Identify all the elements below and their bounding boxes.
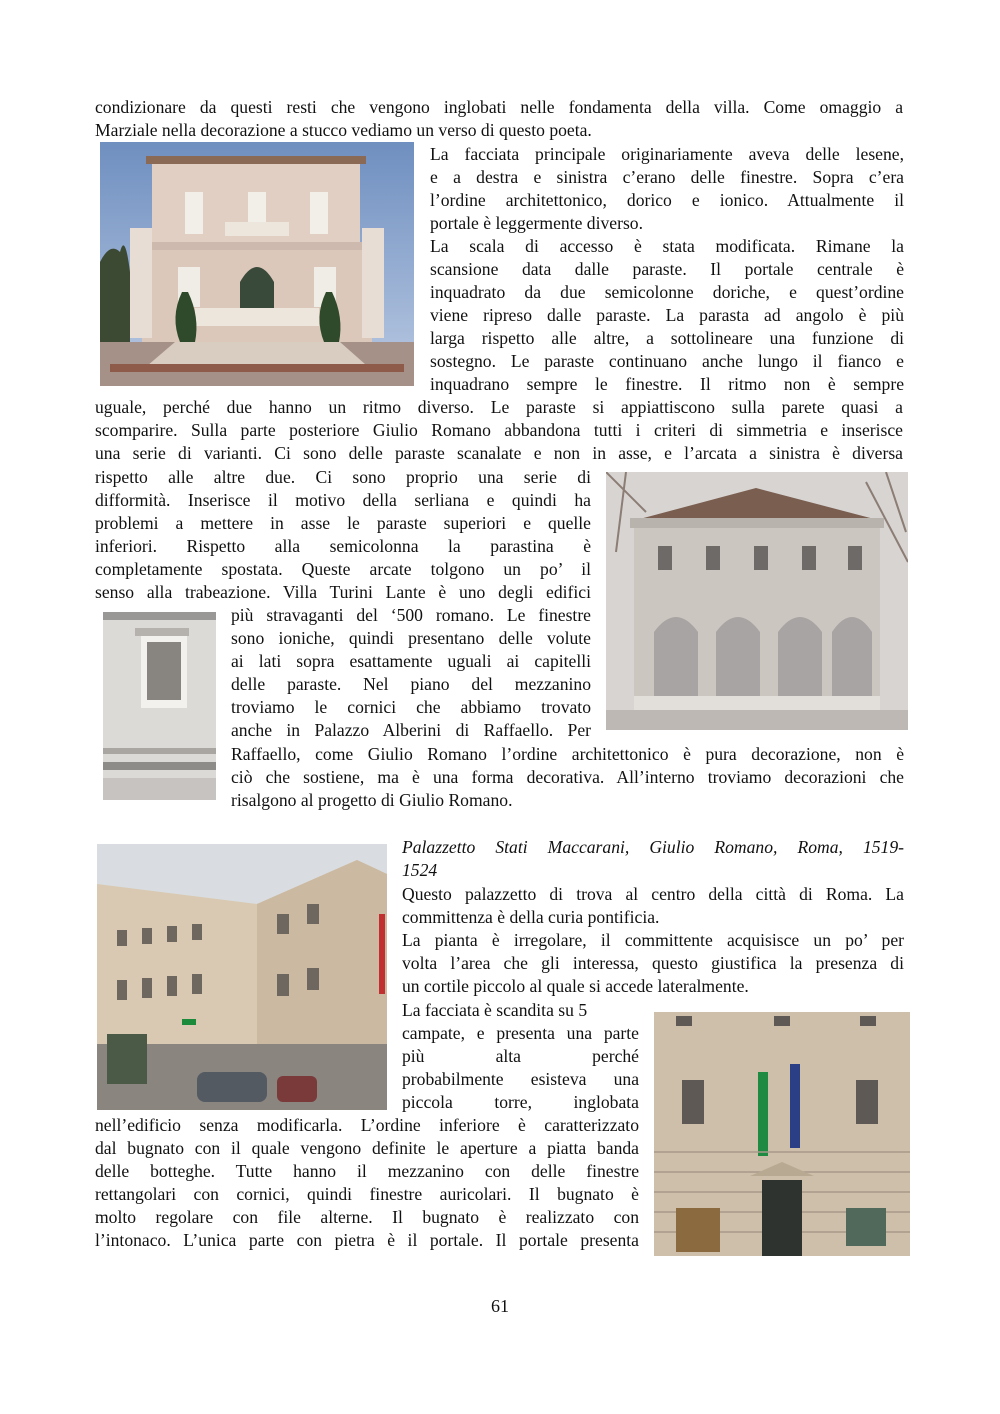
text-line: senso alla trabeazione. Villa Turini Lante è uno degli edifici [95,582,591,602]
text-line: un cortile piccolo al quale si accede lateralmente. [402,976,749,996]
text-line: piccola torre, inglobata [402,1092,639,1112]
text-line: campate, e presenta una parte [402,1023,639,1043]
page-number: 61 [491,1296,509,1316]
text-line: Raffaello, come Giulio Romano l’ordine architettonico è pura decorazione, non è [231,744,904,764]
text-line: risalgono al progetto di Giulio Romano. [231,790,513,810]
text-line: scomparire. Sulla parte posteriore Giulio Romano abbandona tutti i criteri di simmetria e inserisce [95,420,903,440]
palazzetto-stati-maccarani-photo [97,844,387,1110]
text-line: sostegno. Le paraste continuano anche lungo il fianco e [430,351,904,371]
text-line: viene ripreso dalle paraste. La parasta ad angolo è più [430,305,904,325]
text-line: nell’edificio senza modificarla. L’ordine inferiore è caratterizzato [95,1115,639,1135]
text-line: uguale, perché due hanno un ritmo diverso. Le paraste si appiattiscono sulla parete quasi a [95,397,903,417]
text-line: committenza è della curia pontificia. [402,907,660,927]
text-line: Marziale nella decorazione a stucco vediamo un verso di questo poeta. [95,120,592,140]
text-line: scansione data dalle paraste. Il portale centrale è [430,259,904,279]
text-line: problemi a mettere in asse le paraste superiori e quelle [95,513,591,533]
text-line: volta l’area che gli interessa, questo giustifica la presenza di [402,953,904,973]
text-line: molto regolare con file alterne. Il bugnato è realizzato con [95,1207,639,1227]
text-line: dal bugnato con il quale vengono definite le aperture a piatta banda [95,1138,639,1158]
text-line: una serie di varianti. Ci sono delle paraste scanalate e non in asse, e l’arcata a sinistra è diversa [95,443,903,463]
text-line: condizionare da questi resti che vengono inglobati nelle fondamenta della villa. Come omaggio a [95,97,903,117]
palazzetto-portal-photo [654,1012,910,1256]
text-line: più stravaganti del ‘500 romano. Le finestre [231,605,591,625]
text-line: inferiori. Rispetto alla semicolonna la parastina è [95,536,591,556]
text-line: probabilmente esisteva una [402,1069,639,1089]
text-line: inquadrano sempre le finestre. Il ritmo non è sempre [430,374,904,394]
text-line: l’intonaco. L’unica parte con pietra è il portale. Il portale presenta [95,1230,639,1250]
text-line: rispetto alle altre due. Ci sono proprio una serie di [95,467,591,487]
text-line: più alta perché [402,1046,639,1066]
text-line: difformità. Inserisce il motivo della serliana e quindi ha [95,490,591,510]
text-line: La pianta è irregolare, il committente acquisisce un po’ per [402,930,904,950]
text-line: portale è leggermente diverso. [430,213,643,233]
text-line: completamente spostata. Queste arcate tolgono un po’ il [95,559,591,579]
text-line: sono ioniche, quindi presentano delle volute [231,628,591,648]
text-line: larga rispetto alle altre, a sottolineare una funzione di [430,328,904,348]
ionic-window-detail-photo [103,612,216,800]
text-line: ai lati sopra esattamente uguali ai capitelli [231,651,591,671]
text-line: ciò che sostiene, ma è una forma decorativa. All’interno troviamo decorazioni che [231,767,904,787]
text-line: delle botteghe. Tutte hanno il mezzanino con delle finestre [95,1161,639,1181]
text-line: anche in Palazzo Alberini di Raffaello. Per [231,720,591,740]
text-line: rettangolari con cornici, quindi finestre auricolari. Il bugnato è [95,1184,639,1204]
text-line: delle paraste. Nel piano del mezzanino [231,674,591,694]
text-line: troviamo le cornici che abbiamo trovato [231,697,591,717]
section-heading: 1524 [402,860,438,880]
text-line: inquadrato da due semicolonne doriche, e quest’ordine [430,282,904,302]
text-line: La facciata principale originariamente aveva delle lesene, [430,144,904,164]
text-line: e a destra e sinistra c’erano delle finestre. Sopra c’era [430,167,904,187]
villa-lante-rear-photo [606,472,908,730]
text-line: l’ordine architettonico, dorico e ionico. Attualmente il [430,190,904,210]
villa-lante-facade-photo [100,142,414,386]
text-line: La facciata è scandita su 5 [402,1000,588,1020]
text-line: Questo palazzetto di trova al centro della città di Roma. La [402,884,904,904]
section-heading: Palazzetto Stati Maccarani, Giulio Romano, Roma, 1519- [402,837,904,857]
text-line: La scala di accesso è stata modificata. Rimane la [430,236,904,256]
